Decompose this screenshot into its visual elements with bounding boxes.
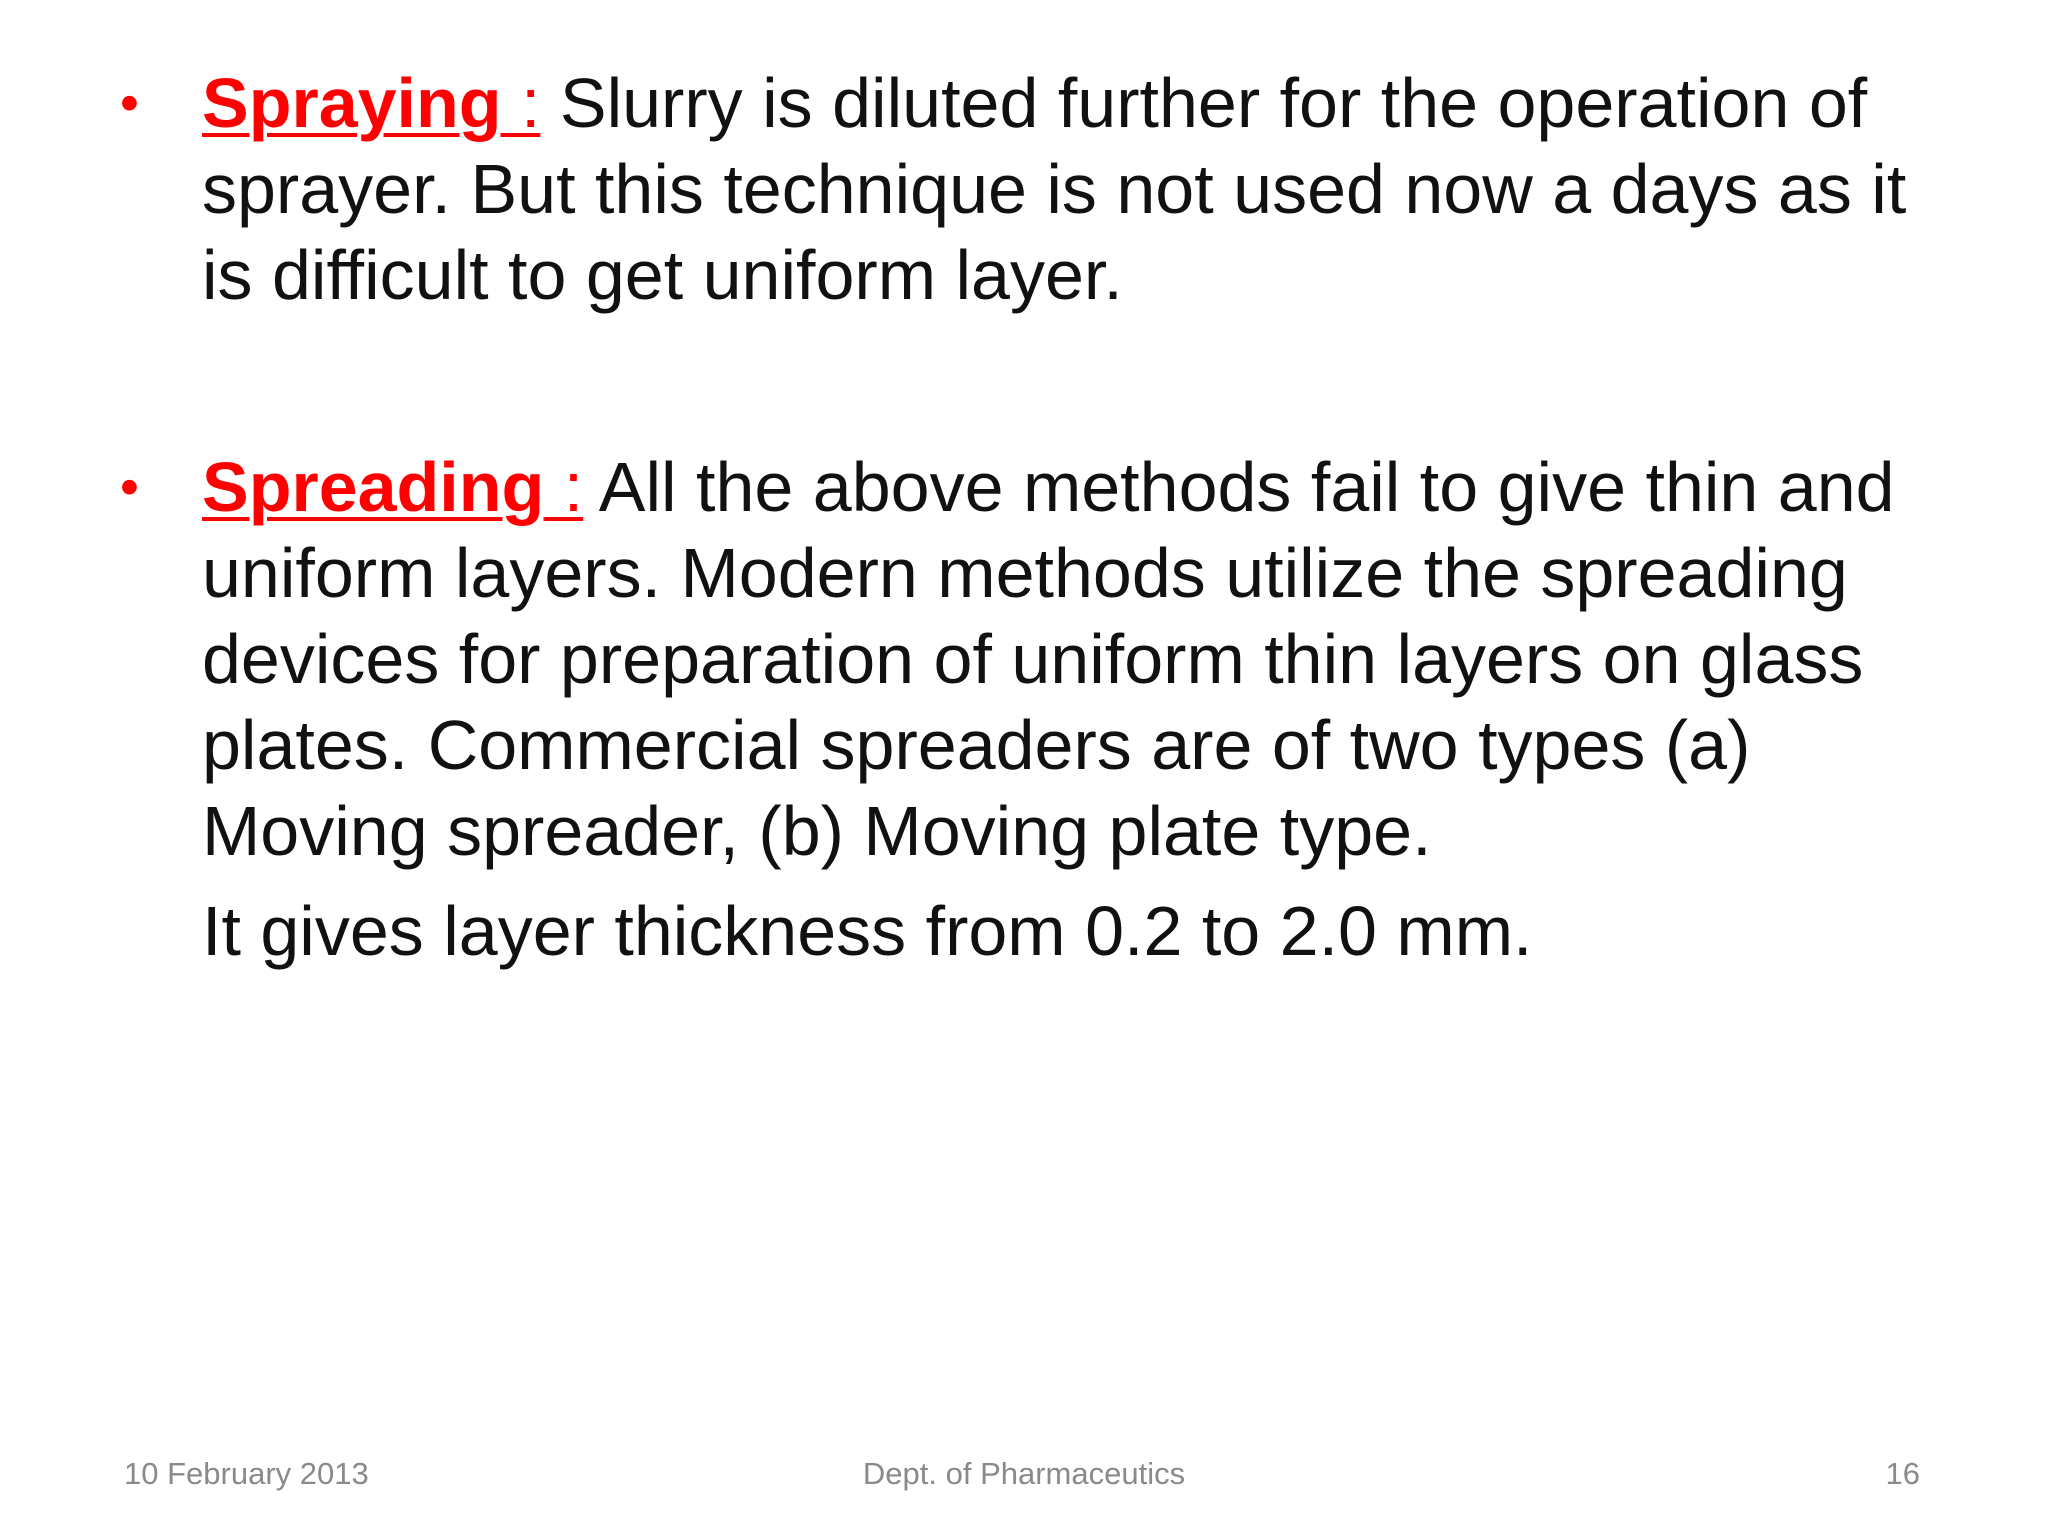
bullet-marker: • — [120, 73, 139, 133]
footer-department: Dept. of Pharmaceutics — [862, 1456, 1186, 1491]
bullet-marker: • — [120, 457, 139, 517]
slide-content — [120, 60, 1920, 974]
bullet-text: Slurry is diluted further for the operation of sprayer. But this technique is not used now a days as it is difficult to get uniform layer. — [202, 64, 1907, 314]
term-spraying: Spraying — [202, 64, 502, 142]
footer-date: 10 February 2013 — [124, 1456, 369, 1491]
thickness-note: It gives layer thickness from 0.2 to 2.0 mm. — [202, 892, 1533, 970]
term-separator: : — [501, 64, 541, 142]
term-separator: : — [544, 448, 584, 526]
page-number: 16 — [1885, 1456, 1920, 1491]
bullet-spraying — [120, 60, 1920, 318]
bullet-spreading — [120, 444, 1920, 874]
term-spreading: Spreading — [202, 448, 545, 526]
bullet-text: All the above methods fail to give thin and uniform layers. Modern methods utilize the spreading devices for preparation of uniform thin layers on glass plates. Commercial spreaders are of two types (a) Moving spreader, (b) Moving plate type. — [202, 448, 1895, 870]
